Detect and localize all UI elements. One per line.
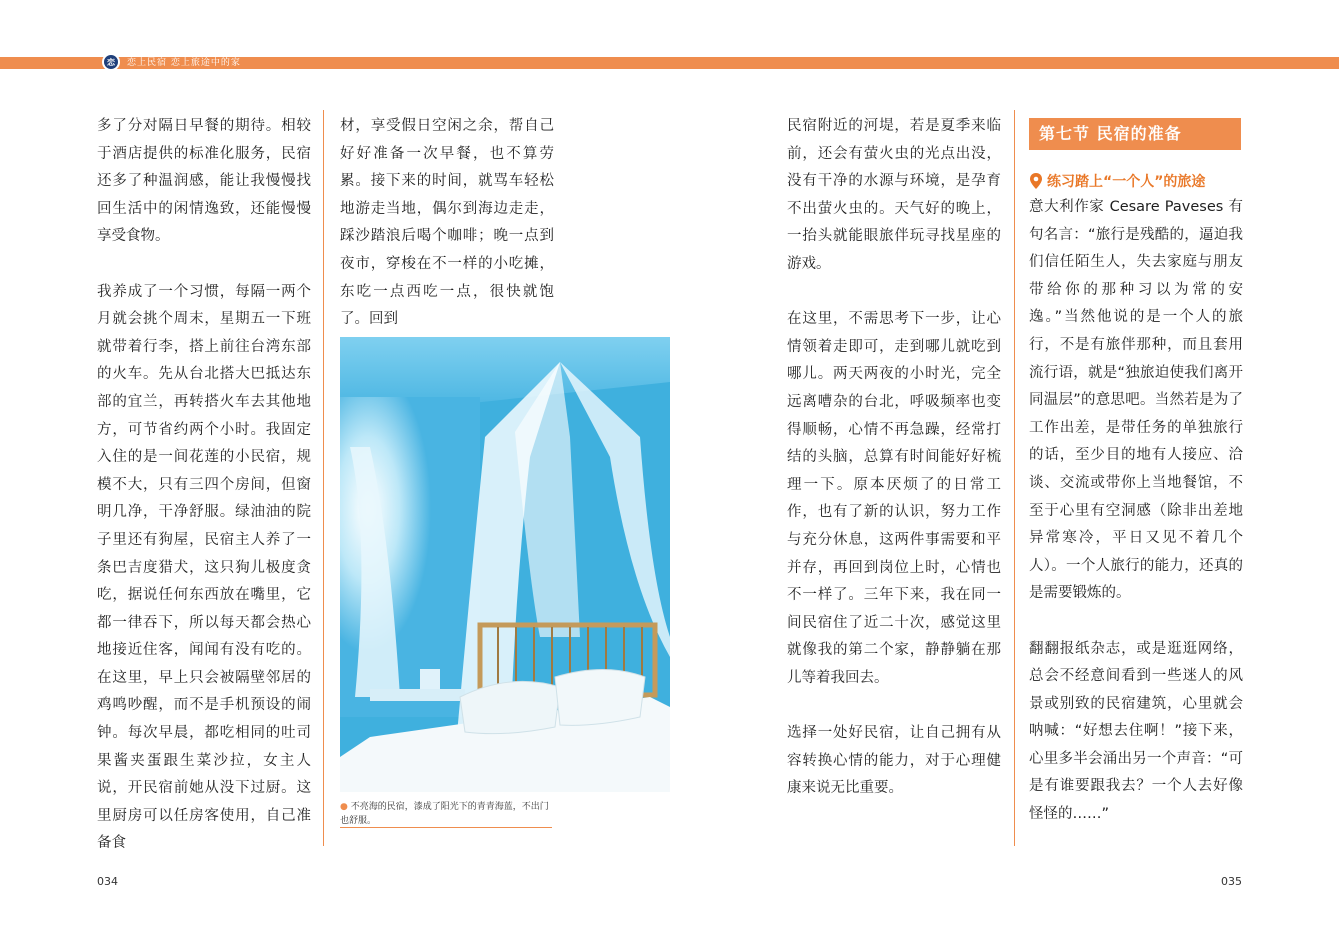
bedroom-photo <box>340 337 670 792</box>
caption-underline <box>340 827 552 828</box>
map-pin-icon <box>1029 173 1043 189</box>
paragraph: 意大利作家 Cesare Paveses 有句名言：“旅行是残酷的，逼迫我们信任陌生人，失去家庭与朋友带给你的那种习以为常的安逸。”当然他说的是一个人的旅行，不是有旅伴那种，而且套用流行语，就是“独旅迫使我们离开同温层”的意思吧。当然若是为了工作出差，是带任务的单独旅行的话，至少目的地有人接应、洽谈、交流或带你上当地餐馆，不至于心里有空洞感（除非出差地异常寒冷，平日又见不着几个人）。一个人旅行的能力，还真的是需要锻炼的。 <box>1029 199 1243 602</box>
section-title: 第七节 民宿的准备 <box>1029 118 1241 150</box>
column-divider <box>1014 110 1015 846</box>
text-column-4 <box>1029 194 1243 829</box>
paragraph: 在这里，不需思考下一步，让心情领着走即可，走到哪儿就吃到哪儿。两天两夜的小时光，完全远离嘈杂的台北，呼吸频率也变得顺畅，心情不再急躁，经常打结的头脑，总算有时间能好好梳理一下。原本厌烦了的日常工作，也有了新的认识，努力工作与充分休息，这两件事需要和平并存，再回到岗位上时，心情也不一样了。三年下来，我在同一间民宿住了近二十次，感觉这里就像我的第二个家，静静躺在那儿等着我回去。 <box>787 311 1001 686</box>
caption-marker-icon: ● <box>340 802 348 812</box>
photo-caption: ● 不亮海的民宿，漆成了阳光下的青青海蓝，不出门也舒服。 <box>340 802 549 826</box>
text-column-1 <box>97 113 311 858</box>
paragraph: 翻翻报纸杂志，或是逛逛网络，总会不经意间看到一些迷人的风景或别致的民宿建筑，心里就会呐喊：“好想去住啊！”接下来，心里多半会涌出另一个声音：“可是有谁要跟我去？一个人去好像怪怪的……” <box>1029 640 1243 823</box>
paragraph: 我养成了一个习惯，每隔一两个月就会挑个周末，星期五一下班就带着行李，搭上前往台湾东部的火车。先从台北搭大巴抵达东部的宜兰，再转搭火车去其他地方，可节省约两个小时。我固定入住的是一间花莲的小民宿，规模不大，只有三四个房间，但窗明几净，干净舒服。绿油油的院子里还有狗屋，民宿主人养了一条巴吉度猎犬，这只狗儿极度贪吃，据说任何东西放在嘴里，它都一律吞下，所以每天都会热心地接近住客，闻闻有没有吃的。在这里，早上只会被隔壁邻居的鸡鸣吵醒，而不是手机预设的闹钟。每次早晨，都吃相同的吐司果酱夹蛋跟生菜沙拉，女主人说，开民宿前她从没下过厨。这里厨房可以任房客使用，自己准备食 <box>97 283 311 852</box>
page-number-left: 034 <box>97 875 118 888</box>
text-column-3 <box>787 113 1001 803</box>
running-title: 恋上民宿 恋上旅途中的家 <box>127 58 241 68</box>
paragraph: 选择一处好民宿，让自己拥有从容转换心情的能力，对于心理健康来说无比重要。 <box>787 725 1001 797</box>
paragraph: 材，享受假日空闲之余，帮自己好好准备一次早餐，也不算劳累。接下来的时间，就骂车轻松地游走当地，偶尔到海边走走，踩沙踏浪后喝个咖啡；晚一点到夜市，穿梭在不一样的小吃摊，东吃一点西吃一点，很快就饱了。回到 <box>340 118 554 328</box>
paragraph: 多了分对隔日早餐的期待。相较于酒店提供的标准化服务，民宿还多了种温润感，能让我慢慢找回生活中的闲情逸致，还能慢慢享受食物。 <box>97 118 311 245</box>
column-divider <box>323 110 324 846</box>
page-number-right: 035 <box>1221 875 1242 888</box>
text-column-2 <box>340 113 554 334</box>
paragraph: 民宿附近的河堤，若是夏季来临前，还会有萤火虫的光点出没，没有干净的水源与环境，是孕育不出萤火虫的。天气好的晚上，一抬头就能眼旅伴玩寻找星座的游戏。 <box>787 118 1001 272</box>
book-logo-icon: 恋 <box>102 53 120 71</box>
